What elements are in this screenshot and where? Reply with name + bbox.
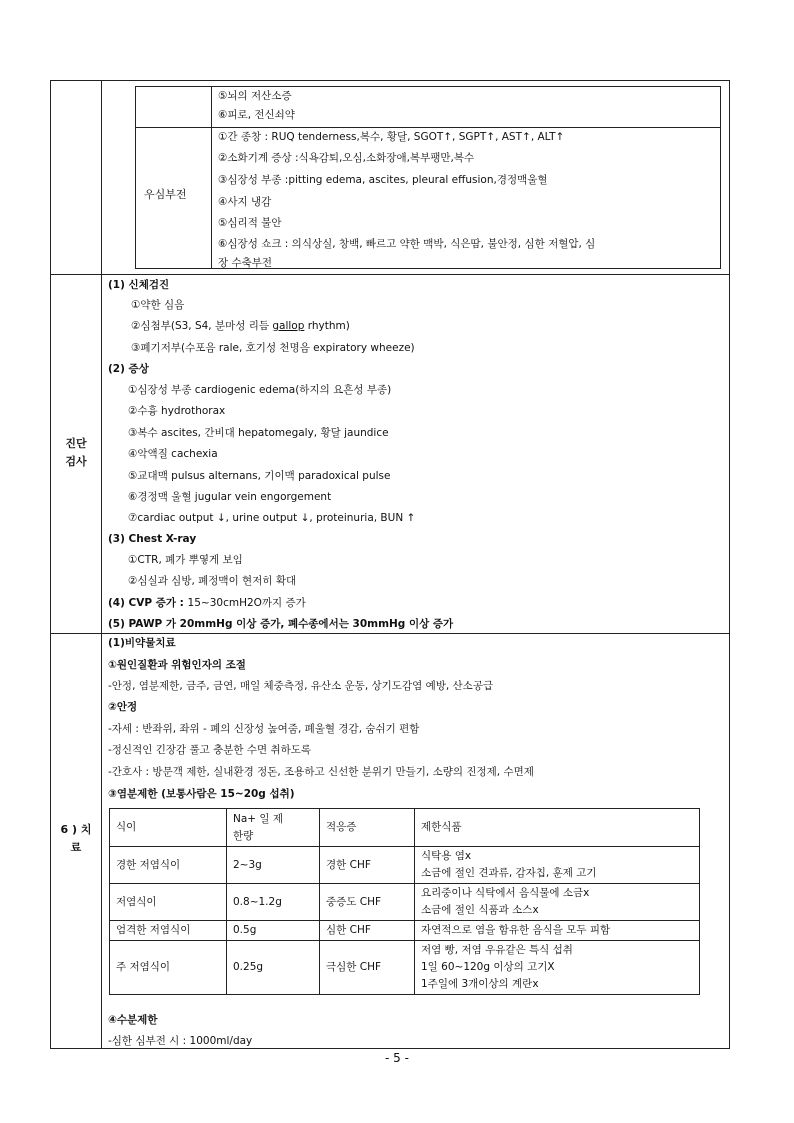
- item: ①심장성 부종 cardiogenic edema(하지의 요흔성 부종): [128, 384, 392, 396]
- section-title: (5) PAWP 가 20mmHg 이상 증가, 폐수종에서는 30mmHg 이상 증가: [108, 618, 454, 630]
- table-row: 주 저염식이 0.25g 극심한 CHF 저염 빵, 저염 우유같은 특식 섭취 1일 60~120g 이상의 고기X 1주일에 3개이상의 계란x: [110, 941, 700, 995]
- section-title: (3) Chest X-ray: [108, 533, 197, 545]
- item: ③폐기저부(수포음 rale, 호기성 천명음 expiratory wheeze): [131, 342, 415, 354]
- column-divider: [101, 81, 102, 1048]
- table-header: 적응증: [320, 809, 415, 847]
- item: ②소화기계 증상 :식욕감퇴,오심,소화장애,복부팽만,복수: [218, 152, 475, 164]
- item: ③심장성 부종 :pitting edema, ascites, pleural effusion,경정맥울혈: [218, 174, 548, 186]
- table-header: Na+ 일 제 한량: [227, 809, 320, 847]
- row-label: 6 ) 치 료: [60, 823, 92, 854]
- section-title: ①원인질환과 위험인자의 조절: [108, 659, 246, 671]
- item: ②수흉 hydrothorax: [128, 405, 226, 417]
- row-label: 우심부전: [144, 188, 187, 201]
- item: -간호사 : 방문객 제한, 실내환경 정돈, 조용하고 신선한 분위기 만들기, 소량의 진정제, 수면제: [108, 766, 534, 778]
- item: -안정, 염분제한, 금주, 금연, 매일 체중측정, 유산소 운동, 상기도감염 예방, 산소공급: [108, 680, 494, 692]
- item: ①간 종창 : RUQ tenderness,복수, 황달, SGOT↑, SGPT↑, AST↑, ALT↑: [218, 131, 565, 143]
- row-label: 진단 검사: [65, 437, 87, 468]
- item: ①약한 심음: [131, 299, 185, 311]
- row-divider: [51, 274, 729, 275]
- item: ②심실과 심방, 폐정맥이 현저히 확대: [128, 575, 297, 587]
- section-title: (4) CVP 증가 : 15~30cmH2O까지 증가: [108, 597, 306, 609]
- item: ⑤심리적 불안: [218, 217, 282, 229]
- section-title: ②안정: [108, 701, 138, 713]
- item: ⑥경정맥 울혈 jugular vein engorgement: [128, 491, 332, 503]
- section-title: (1)비약물치료: [108, 637, 176, 649]
- item: ⑤교대맥 pulsus alternans, 기이맥 paradoxical pulse: [128, 470, 391, 482]
- table-header: 식이: [110, 809, 227, 847]
- item: ④악액질 cachexia: [128, 448, 218, 460]
- item: -자세 : 반좌위, 좌위 - 폐의 신장성 높여줌, 폐울혈 경감, 숨쉬기 편함: [108, 723, 420, 735]
- item: ②심첨부(S3, S4, 분마성 리듬 gallop rhythm): [131, 320, 350, 332]
- table-row: 엄격한 저염식이 0.5g 심한 CHF 자연적으로 염을 함유한 음식을 모두 피함: [110, 921, 700, 941]
- item: 장 수축부전: [218, 257, 273, 269]
- sodium-restriction-table: [109, 808, 700, 995]
- item: -심한 심부전 시 : 1000ml/day: [108, 1035, 253, 1047]
- section-title: ④수분제한: [108, 1014, 158, 1026]
- section-title: (2) 증상: [108, 363, 149, 375]
- item: ⑥피로, 전신쇠약: [218, 109, 295, 121]
- item: ④사지 냉감: [218, 196, 272, 208]
- page-number: - 5 -: [385, 1051, 409, 1065]
- item: ⑦cardiac output ↓, urine output ↓, proteinuria, BUN ↑: [128, 512, 416, 524]
- right-heart-failure-table: [135, 86, 721, 269]
- item: -정신적인 긴장감 풀고 충분한 수면 취하도록: [108, 744, 312, 756]
- table-header: 제한식품: [415, 809, 700, 847]
- table-row: 경한 저염식이 2~3g 경한 CHF 식탁용 염x 소금에 절인 견과류, 감자칩, 훈제 고기: [110, 847, 700, 884]
- table-row: 저염식이 0.8~1.2g 중증도 CHF 요리중이나 식탁에서 음식물에 소금x 소금에 절인 식품과 소스x: [110, 884, 700, 921]
- document-table: [50, 80, 730, 1049]
- item: ⑤뇌의 저산소증: [218, 90, 292, 102]
- item: ⑥심장성 쇼크 : 의식상실, 창백, 빠르고 약한 맥박, 식은땀, 불안정, 심한 저혈압, 심: [218, 238, 596, 250]
- section-title: (1) 신체검진: [108, 279, 170, 291]
- section-title: ③염분제한 (보통사람은 15~20g 섭취): [108, 788, 295, 800]
- item: ③복수 ascites, 간비대 hepatomegaly, 황달 jaundice: [128, 427, 389, 439]
- item: ①CTR, 폐가 뿌옇게 보임: [128, 554, 243, 566]
- row-divider: [51, 633, 729, 634]
